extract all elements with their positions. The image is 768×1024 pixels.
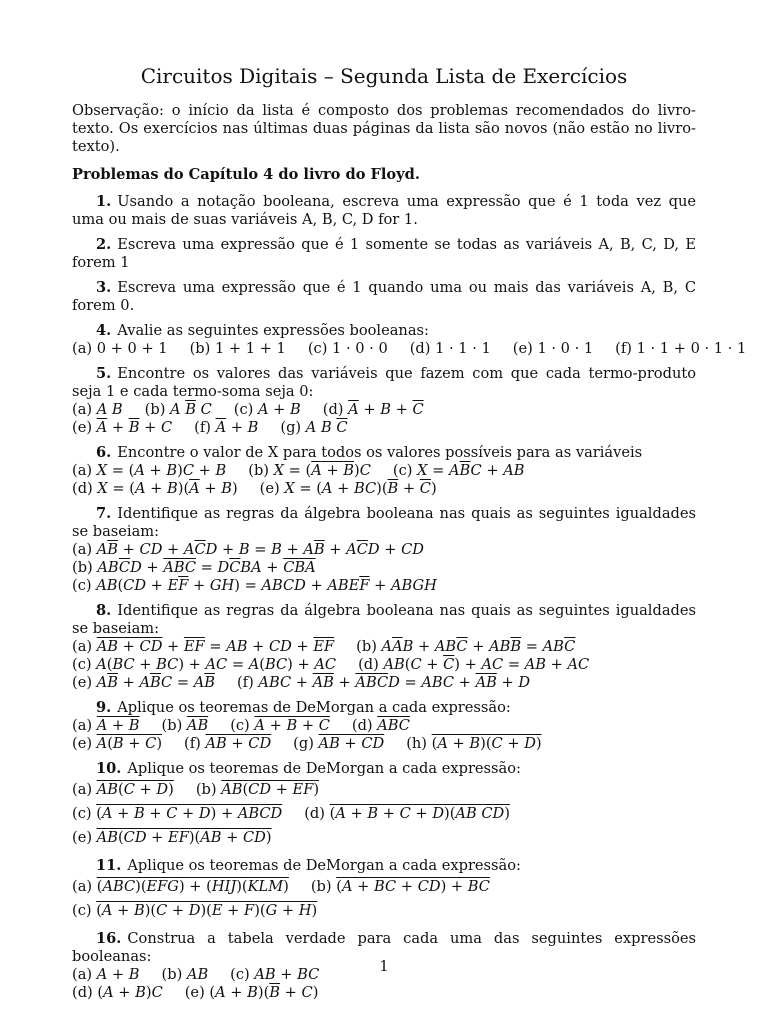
expression-row bbox=[72, 419, 696, 437]
problem-number: 2. bbox=[96, 236, 112, 253]
problem-text: Escreva uma expressão que é 1 quando uma ou mais das variáveis A, B, C forem 0. bbox=[72, 279, 696, 314]
expression-row bbox=[72, 559, 696, 577]
expression-item: (d) (A + B)C bbox=[72, 984, 163, 1001]
problem-10 bbox=[72, 760, 696, 850]
expression-item: (b) $A\overline{A}B + AB\overline{C} + AB\overline{B} = AB\overline{C}$ bbox=[356, 638, 576, 655]
problem-text: Aplique os teoremas de DeMorgan a cada expressão: bbox=[117, 699, 511, 716]
expression-item: (d) 1 · 1 · 1 bbox=[409, 340, 491, 357]
problem-number: 6. bbox=[96, 444, 112, 461]
expression-item: (e) A(B + C) bbox=[72, 735, 163, 752]
expression-item: (c) A + B bbox=[233, 401, 301, 418]
expression-item: (b) AB bbox=[161, 717, 209, 734]
problem-text: Identifique as regras da álgebra booleana nas quais as seguintes igualdades se baseiam: bbox=[72, 505, 696, 540]
expression-item: (a) A B bbox=[72, 401, 123, 418]
problem-5 bbox=[72, 365, 696, 437]
expression-row bbox=[72, 480, 696, 498]
problem-text: Encontre o valor de X para todos os valores possíveis para as variáveis bbox=[117, 444, 643, 461]
expression-item: (c) 1 · 0 · 0 bbox=[307, 340, 388, 357]
problem-list bbox=[72, 193, 747, 1002]
problem-6 bbox=[72, 444, 696, 498]
expression-item: (b) A $\overline{B}$ C bbox=[144, 401, 212, 418]
problem-3 bbox=[72, 279, 696, 315]
expression-item: (c) A(BC + BC) + AC = A(BC) + AC bbox=[72, 656, 337, 673]
problem-11 bbox=[72, 857, 696, 923]
problem-text: Identifique as regras da álgebra booleana nas quais as seguintes igualdades se baseiam: bbox=[72, 602, 696, 637]
problem-number: 7. bbox=[96, 505, 112, 522]
expression-item: (c) (A + B)(C + D)(E + F)(G + H) bbox=[72, 902, 318, 919]
problem-statement bbox=[72, 193, 696, 229]
expression-item: (d) $X = (A + B)(\overline{A} + B)$ bbox=[72, 480, 238, 497]
observation-paragraph: Observação: o início da lista é composto dos problemas recomendados do livro-texto. Os exercícios nas últimas duas páginas da lista são novos (não estão no livro-texto). bbox=[72, 102, 696, 155]
section-heading: Problemas do Capítulo 4 do livro do Floyd. bbox=[72, 166, 420, 183]
expression-item: (e) $X = (A + BC)(\overline{B} + \overline{C})$ bbox=[259, 480, 437, 497]
expression-item: (a) $A\overline{B}$ + CD + $A\overline{C}D + B = B + A\overline{B} + A\overline{C}D$ + CD bbox=[72, 541, 424, 558]
problem-number: 3. bbox=[96, 279, 112, 296]
problem-text: Aplique os teoremas de DeMorgan a cada expressão: bbox=[127, 857, 521, 874]
problem-text: Construa a tabela verdade para cada uma das seguintes expressões booleanas: bbox=[72, 930, 696, 965]
expression-item: (b) (A + BC + CD) + BC bbox=[310, 878, 490, 895]
expression-item: (b) X = (A + B)C bbox=[248, 462, 371, 479]
problem-number: 10. bbox=[96, 760, 122, 777]
problem-text: Avalie as seguintes expressões booleanas: bbox=[117, 322, 429, 339]
expression-item: (a) AB + CD + $\overline{EF}$ = AB + CD + $\overline{EF}$ bbox=[72, 638, 335, 655]
problem-9 bbox=[72, 699, 696, 753]
problem-text: Escreva uma expressão que é 1 somente se todas as variáveis A, B, C, D, E forem 1 bbox=[72, 236, 696, 271]
expression-row bbox=[72, 674, 696, 692]
expression-row bbox=[72, 656, 696, 674]
problem-number: 4. bbox=[96, 322, 112, 339]
expression-row bbox=[72, 984, 696, 1002]
expression-item: (a) AB(C + D) bbox=[72, 781, 174, 798]
expression-item: (f) 1 · 1 + 0 · 1 · 1 bbox=[615, 340, 747, 357]
problem-statement bbox=[72, 322, 696, 340]
problem-statement bbox=[72, 857, 696, 875]
expression-item: (c) (A + B + C + D) + ABCD bbox=[72, 805, 283, 822]
expression-row bbox=[72, 401, 696, 419]
expression-row bbox=[72, 778, 696, 802]
problem-statement bbox=[72, 279, 696, 315]
expression-item: (d) $\overline{A} + B + \overline{C}$ bbox=[322, 401, 424, 418]
expression-item: (b) 1 + 1 + 1 bbox=[189, 340, 286, 357]
expression-item: (b) AB(CD + EF) bbox=[195, 781, 320, 798]
expression-item: (e) $(A + B)(\overline{B} + C)$ bbox=[184, 984, 319, 1001]
expression-row bbox=[72, 717, 696, 735]
expression-item: (c) $X = A\overline{B}C$ + AB bbox=[392, 462, 525, 479]
expression-item: (f) AB + CD bbox=[184, 735, 272, 752]
expression-item: (d) $AB(C + \overline{C})$ + AC = AB + AC bbox=[358, 656, 590, 673]
expression-item: (a) (ABC)(EFG) + (HIJ)(KLM) bbox=[72, 878, 289, 895]
expression-item: (a) 0 + 0 + 1 bbox=[72, 340, 168, 357]
problem-statement bbox=[72, 699, 696, 717]
expression-item: (e) $\overline{A} + \overline{B} + C$ bbox=[72, 419, 173, 436]
expression-item: (a) A + B bbox=[72, 717, 140, 734]
expression-item: (g) AB + CD bbox=[293, 735, 385, 752]
expression-item: (d) ABC bbox=[351, 717, 410, 734]
expression-row bbox=[72, 802, 696, 826]
problem-7 bbox=[72, 505, 696, 595]
expression-row bbox=[72, 899, 696, 923]
problem-text: Aplique os teoremas de DeMorgan a cada expressão: bbox=[127, 760, 521, 777]
expression-item: (e) $A\overline{B} + A\overline{B}C = A\overline{B}$ bbox=[72, 674, 215, 691]
expression-item: (c) AB + BC bbox=[230, 966, 320, 983]
expression-item: (c) $AB(CD + E\overline{F} + GH)$ = ABCD + $ABE\overline{F}$ + ABGH bbox=[72, 577, 437, 594]
expression-item: (f) ABC + $\overline{AB} + \overline{ABC}D$ = ABC + $\overline{AB} + D$ bbox=[236, 674, 531, 691]
problem-number: 8. bbox=[96, 602, 112, 619]
expression-item: (a) A + B bbox=[72, 966, 140, 983]
expression-row bbox=[72, 340, 747, 358]
page-number: 1 bbox=[379, 958, 389, 975]
problem-number: 9. bbox=[96, 699, 112, 716]
expression-item: (b) $AB\overline{C}D + \overline{ABC} = D\overline{C}BA + \overline{CBA}$ bbox=[72, 559, 316, 576]
expression-row bbox=[72, 875, 696, 899]
expression-row bbox=[72, 577, 696, 595]
expression-row bbox=[72, 462, 696, 480]
expression-item: (b) AB bbox=[161, 966, 209, 983]
problem-text: Usando a notação booleana, escreva uma expressão que é 1 toda vez que uma ou mais de suas variáveis A, B, C, D for 1. bbox=[72, 193, 696, 228]
expression-item: (g) A B $\overline{C}$ bbox=[280, 419, 348, 436]
expression-row bbox=[72, 638, 696, 656]
expression-item: (c) A + B + C bbox=[230, 717, 330, 734]
expression-item: (h) (A + B)(C + D) bbox=[406, 735, 542, 752]
expression-item: (a) X = (A + B)C + B bbox=[72, 462, 227, 479]
expression-item: (e) AB(CD + EF)(AB + CD) bbox=[72, 829, 272, 846]
problem-1 bbox=[72, 193, 696, 229]
problem-statement bbox=[72, 236, 696, 272]
problem-number: 5. bbox=[96, 365, 112, 382]
problem-number: 16. bbox=[96, 930, 122, 947]
problem-2 bbox=[72, 236, 696, 272]
problem-text: Encontre os valores das variáveis que fazem com que cada termo-produto seja 1 e cada termo-soma seja 0: bbox=[72, 365, 696, 400]
problem-statement bbox=[72, 365, 696, 401]
document-title: Circuitos Digitais – Segunda Lista de Exercícios bbox=[140, 64, 628, 88]
expression-row bbox=[72, 826, 696, 850]
expression-row bbox=[72, 735, 696, 753]
problem-statement bbox=[72, 602, 696, 638]
expression-item: (f) $\overline{A} + B$ bbox=[194, 419, 259, 436]
problem-4 bbox=[72, 322, 747, 358]
problem-statement bbox=[72, 444, 696, 462]
expression-item: (d) (A + B + C + D)(AB CD) bbox=[304, 805, 510, 822]
problem-number: 1. bbox=[96, 193, 112, 210]
expression-row bbox=[72, 541, 696, 559]
problem-statement bbox=[72, 760, 696, 778]
problem-8 bbox=[72, 602, 696, 692]
problem-number: 11. bbox=[96, 857, 122, 874]
problem-statement bbox=[72, 505, 696, 541]
expression-item: (e) 1 · 0 · 1 bbox=[512, 340, 594, 357]
